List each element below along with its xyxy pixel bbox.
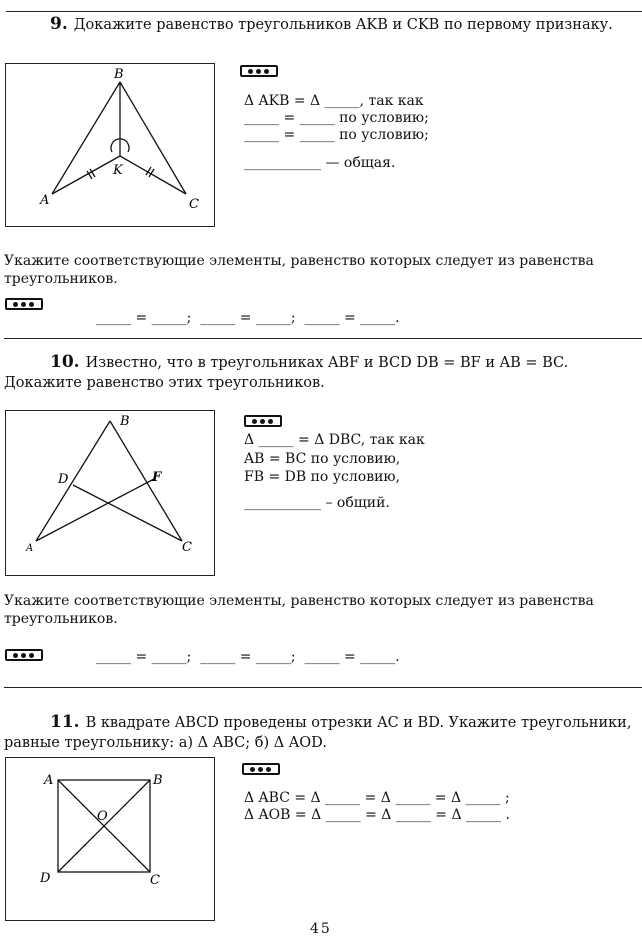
task11-title [4, 712, 638, 753]
task10-answer-line: _____ = _____; _____ = _____; _____ = _____. [96, 649, 400, 665]
task10-label-A: A [26, 543, 34, 554]
task11-proof-1: Δ ABC = Δ _____ = Δ _____ = Δ _____ ; [244, 790, 510, 806]
task9-divider [4, 338, 642, 339]
task10-dots-icon [244, 415, 282, 427]
task10-diagram [6, 411, 214, 575]
task10-label-F: F [152, 470, 162, 485]
task10-text: Известно, что в треугольниках ABF и BCD DB = BF и AB = BC. Докажите равенство этих треугольников. [4, 355, 569, 391]
task11-dots-icon [242, 763, 280, 775]
task9-number: 9. [50, 14, 68, 34]
task9-answer-line: _____ = _____; _____ = _____; _____ = _____. [96, 310, 400, 326]
task11-proof-2: Δ AOB = Δ _____ = Δ _____ = Δ _____ . [244, 807, 510, 823]
task11-label-D: D [40, 871, 51, 886]
top-rule [6, 11, 642, 12]
task9-label-B: B [114, 67, 124, 82]
task9-proof-3: _____ = _____ по условию; [244, 127, 429, 143]
task10-title [4, 352, 638, 393]
task9-title [50, 14, 642, 35]
task9-label-A: A [40, 193, 50, 208]
task9-text: Докажите равенство треугольников AKB и CKB по первому признаку. [73, 17, 613, 33]
task11-number: 11. [50, 712, 80, 732]
task10-proof-3: FB = DB по условию, [244, 469, 401, 485]
task10-figure [5, 410, 215, 576]
task10-label-D: D [58, 472, 69, 487]
task10-label-C: C [182, 540, 192, 555]
task10-answer-dots-icon [5, 649, 43, 661]
task10-proof-2: AB = BC по условию, [244, 451, 401, 467]
task11-label-C: C [150, 873, 160, 888]
task9-proof-2: _____ = _____ по условию; [244, 110, 429, 126]
task10-number: 10. [50, 352, 80, 372]
task9-diagram [6, 64, 214, 226]
task11-label-B: B [153, 773, 163, 788]
task10-proof-1: Δ _____ = Δ DBC, так как [244, 432, 425, 448]
task9-label-C: C [189, 197, 199, 212]
task9-label-K: K [113, 163, 123, 178]
task10-label-B: B [120, 414, 130, 429]
task10-divider [4, 687, 642, 688]
task9-dots-icon [240, 65, 278, 77]
task9-proof-4: ___________ — общая. [244, 155, 396, 171]
task11-label-A: A [44, 773, 54, 788]
page-number: 45 [310, 921, 332, 937]
task9-figure [5, 63, 215, 227]
task11-label-O: O [97, 809, 108, 824]
task10-proof-4: ___________ – общий. [244, 495, 390, 511]
task9-answer-dots-icon [5, 298, 43, 310]
task11-figure [5, 757, 215, 921]
task10-question: Укажите соответствующие элементы, равенство которых следует из равенства треугольников. [4, 593, 594, 627]
task9-question: Укажите соответствующие элементы, равенство которых следует из равенства треугольников. [4, 253, 594, 287]
task11-diagram [6, 758, 214, 920]
task9-proof-1: Δ AKB = Δ _____, так как [244, 93, 424, 109]
task11-text: В квадрате ABCD проведены отрезки AC и BD. Укажите треугольники, равные треугольнику: а) Δ ABC; б) Δ AOD. [4, 715, 632, 751]
